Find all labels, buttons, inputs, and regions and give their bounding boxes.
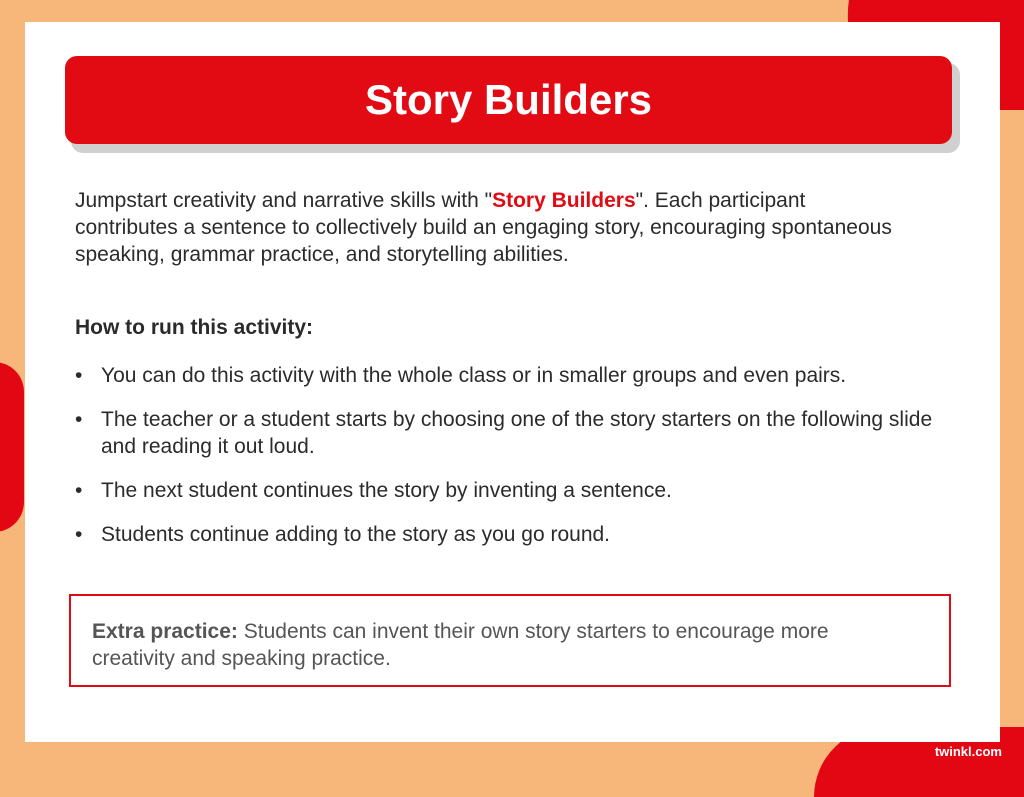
- decor-left: [0, 362, 24, 532]
- intro-paragraph: [75, 187, 895, 268]
- page-title: Story Builders: [364, 76, 653, 123]
- intro-text-before: Jumpstart creativity and narrative skills with ": [75, 189, 493, 212]
- how-to-heading: How to run this activity:: [75, 316, 314, 339]
- brand-logo-text: twinkl.com: [934, 744, 1002, 759]
- bullet-icon: •: [75, 479, 83, 502]
- list-item: [75, 477, 935, 504]
- step-text: You can do this activity with the whole class or in smaller groups and even pairs.: [101, 364, 847, 387]
- list-item: [75, 406, 935, 460]
- bullet-icon: •: [75, 408, 83, 431]
- intro-highlight: Story Builders: [492, 189, 636, 212]
- extra-practice-box: [69, 594, 951, 687]
- bullet-icon: •: [75, 364, 83, 387]
- bullet-icon: •: [75, 523, 83, 546]
- steps-list: [75, 362, 935, 565]
- list-item: [75, 362, 935, 389]
- extra-practice-text: [92, 618, 912, 672]
- step-text: The next student continues the story by inventing a sentence.: [101, 479, 672, 502]
- list-item: [75, 521, 935, 548]
- title-banner: [65, 56, 952, 144]
- step-text: The teacher or a student starts by choosing one of the story starters on the following slide and reading it out loud.: [101, 408, 933, 458]
- extra-practice-label: Extra practice:: [92, 620, 238, 643]
- extra-practice-body: Students can invent their own story starters to encourage more creativity and speaking practice.: [92, 620, 829, 670]
- step-text: Students continue adding to the story as you go round.: [101, 523, 611, 546]
- intro-text-after: ". Each participant contributes a sentence to collectively build an engaging story, encouraging spontaneous speaking, grammar practice, and storytelling abilities.: [75, 189, 892, 266]
